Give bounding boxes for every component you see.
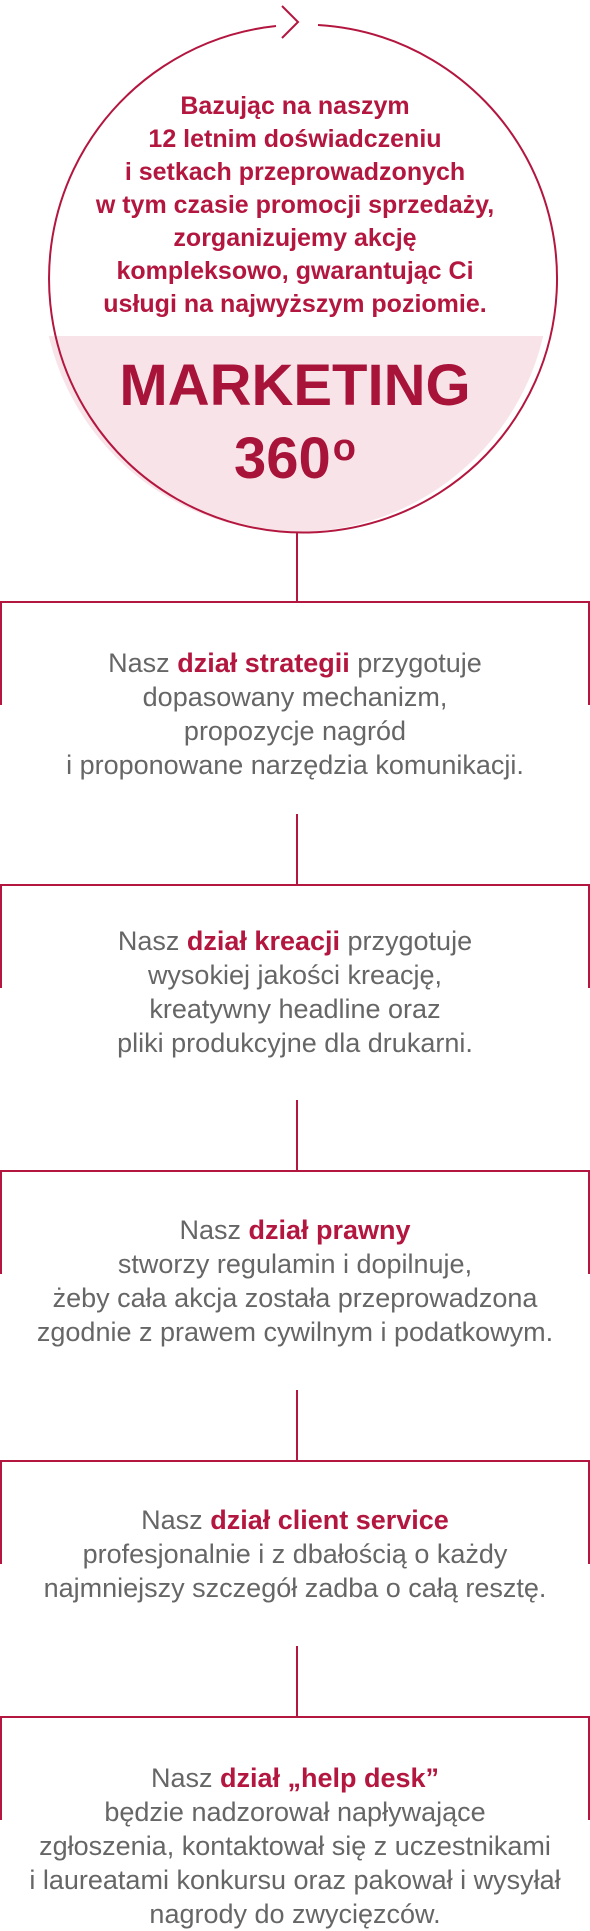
arrow-head-icon — [282, 6, 298, 38]
department-name: dział kreacji — [186, 926, 341, 956]
section-line: żeby cała akcja została przeprowadzona — [52, 1283, 538, 1313]
heading-prefix: Nasz — [141, 1505, 211, 1535]
section-client-service — [0, 1503, 590, 1605]
connector-line — [296, 1390, 298, 1460]
section-heading — [0, 646, 590, 680]
intro-line: 12 letnim doświadczeniu — [148, 125, 442, 153]
section-line: najmniejszy szczegół zadba o całą resztę. — [43, 1573, 547, 1603]
intro-line: zorganizujemy akcję — [173, 224, 417, 252]
heading-prefix: Nasz — [108, 648, 178, 678]
degree-sign: o — [332, 427, 356, 469]
section-line: profesjonalnie i z dbałością o każdy — [82, 1539, 508, 1569]
connector-line — [296, 814, 298, 884]
section-heading — [0, 1213, 590, 1247]
section-bracket-top — [0, 884, 590, 886]
section-line: będzie nadzorował napływające — [104, 1797, 486, 1827]
section-line: dopasowany mechanizm, — [142, 682, 448, 712]
department-name: dział strategii — [177, 648, 350, 678]
section-line: i proponowane narzędzia komunikacji. — [66, 750, 524, 780]
section-line: nagrody do zwycięzców. — [149, 1899, 441, 1929]
section-line: zgłoszenia, kontaktował się z uczestnikami — [39, 1831, 551, 1861]
section-bracket-top — [0, 601, 590, 603]
intro-line: usługi na najwyższym poziomie. — [103, 290, 487, 318]
intro-line: kompleksowo, gwarantując Ci — [116, 257, 474, 285]
section-bracket-top — [0, 1716, 590, 1718]
heading-suffix: przygotuje — [340, 926, 473, 956]
section-heading — [0, 924, 590, 958]
heading-prefix: Nasz — [150, 1763, 220, 1793]
section-legal — [0, 1213, 590, 1349]
intro-line: w tym czasie promocji sprzedaży, — [95, 191, 495, 219]
section-strategy — [0, 646, 590, 782]
section-line: stworzy regulamin i dopilnuje, — [117, 1249, 473, 1279]
section-line: propozycje nagród — [183, 716, 407, 746]
title-360 — [70, 417, 520, 490]
subtitle-number: 360 — [234, 426, 331, 491]
section-line: zgodnie z prawem cywilnym i podatkowym. — [36, 1317, 554, 1347]
heading-prefix: Nasz — [179, 1215, 249, 1245]
section-bracket-top — [0, 1460, 590, 1462]
department-name: dział client service — [210, 1505, 449, 1535]
title-text: MARKETING — [119, 353, 471, 418]
department-name: dział „help desk” — [219, 1763, 440, 1793]
heading-prefix: Nasz — [117, 926, 187, 956]
department-name: dział prawny — [248, 1215, 411, 1245]
intro-text — [70, 90, 520, 321]
intro-line: Bazując na naszym — [180, 92, 410, 120]
section-line: wysokiej jakości kreację, — [147, 960, 443, 990]
intro-line: i setkach przeprowadzonych — [124, 158, 466, 186]
connector-line — [296, 1100, 298, 1170]
section-line: pliki produkcyjne dla drukarni. — [117, 1028, 473, 1058]
heading-suffix: przygotuje — [349, 648, 482, 678]
connector-line — [296, 1646, 298, 1716]
section-bracket-top — [0, 1170, 590, 1172]
connector-line — [296, 532, 298, 602]
section-line: kreatywny headline oraz — [149, 994, 441, 1024]
section-creative — [0, 924, 590, 1060]
section-help-desk — [0, 1761, 590, 1931]
marketing-title — [70, 355, 520, 490]
section-heading — [0, 1761, 590, 1795]
section-heading — [0, 1503, 590, 1537]
section-line: i laureatami konkursu oraz pakował i wysyłał — [29, 1865, 561, 1895]
